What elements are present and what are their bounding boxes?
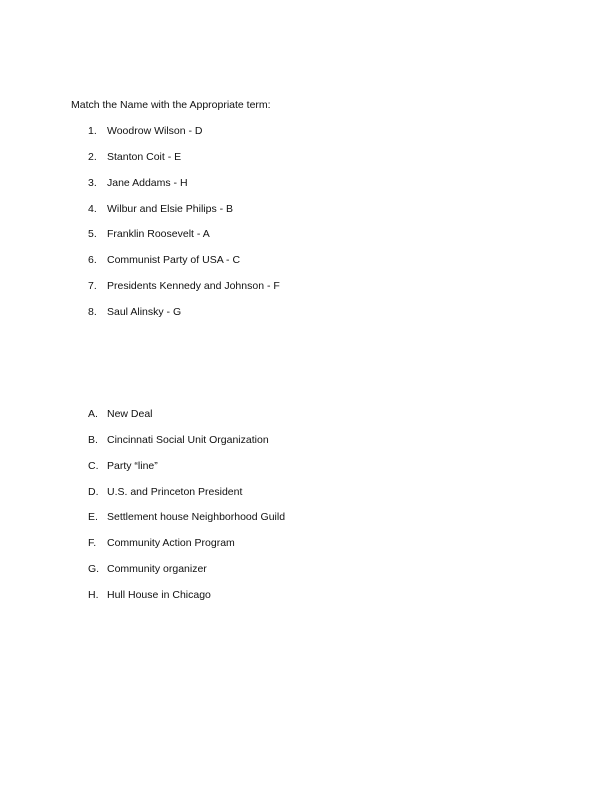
list-marker: E. <box>88 511 98 523</box>
list-item-text: Community Action Program <box>107 537 235 549</box>
list-marker: 3. <box>88 177 97 189</box>
list-marker: 5. <box>88 228 97 240</box>
list-item-text: Party “line” <box>107 460 158 472</box>
list-item-text: Community organizer <box>107 563 207 575</box>
list-marker: 6. <box>88 254 97 266</box>
list-item-text: U.S. and Princeton President <box>107 486 243 498</box>
list-marker: 4. <box>88 203 97 215</box>
list-item-text: Cincinnati Social Unit Organization <box>107 434 269 446</box>
list-marker: H. <box>88 589 99 601</box>
list-item-text: New Deal <box>107 408 153 420</box>
list-marker: F. <box>88 537 97 549</box>
list-item-text: Presidents Kennedy and Johnson - F <box>107 280 280 292</box>
list-marker: A. <box>88 408 98 420</box>
list-item-text: Jane Addams - H <box>107 177 188 189</box>
list-item-text: Hull House in Chicago <box>107 589 211 601</box>
list-marker: 8. <box>88 306 97 318</box>
list-marker: B. <box>88 434 98 446</box>
list-item-text: Communist Party of USA - C <box>107 254 241 266</box>
list-marker: G. <box>88 563 100 575</box>
list-marker: 7. <box>88 280 97 292</box>
list-item-text: Settlement house Neighborhood Guild <box>107 511 286 523</box>
list-item-text: Franklin Roosevelt - A <box>107 228 210 240</box>
list-marker: D. <box>88 486 99 498</box>
list-marker: C. <box>88 460 99 472</box>
instruction-text: Match the Name with the Appropriate term: <box>71 99 271 111</box>
list-item-text: Saul Alinsky - G <box>107 306 182 318</box>
list-item-text: Woodrow Wilson - D <box>107 125 203 137</box>
list-item-text: Stanton Coit - E <box>107 151 182 163</box>
list-marker: 1. <box>88 125 97 137</box>
list-marker: 2. <box>88 151 97 163</box>
list-item-text: Wilbur and Elsie Philips - B <box>107 203 234 215</box>
